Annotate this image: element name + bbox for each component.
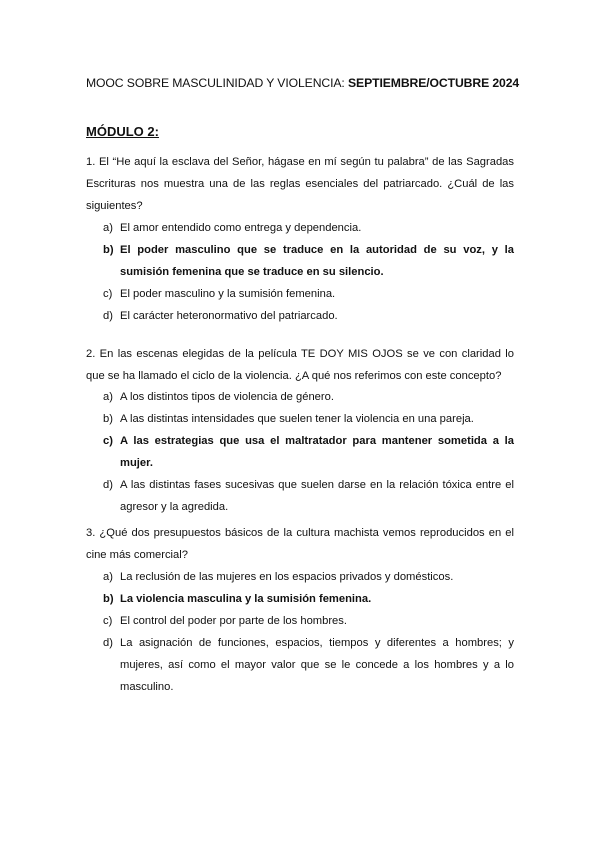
question-2: 2. En las escenas elegidas de la película TE DOY MIS OJOS se ve con claridad lo que se ha llamado el ciclo de la violencia. ¿A qué nos referimos con este concepto? xyxy=(86,348,514,382)
option-text: El carácter heteronormativo del patriarcado. xyxy=(120,310,338,322)
option-text: A las distintas fases sucesivas que suelen darse en la relación tóxica entre el agresor y la agredida. xyxy=(120,479,514,513)
option-3d xyxy=(86,632,514,698)
option-1a xyxy=(86,217,514,239)
question-2-options xyxy=(86,386,514,518)
option-3b-correct xyxy=(86,588,514,610)
option-text: A las estrategias que usa el maltratador para mantener sometida a la mujer. xyxy=(120,435,514,469)
option-1d xyxy=(86,305,514,327)
document-title xyxy=(86,76,519,90)
option-letter: d) xyxy=(103,637,113,649)
question-3: 3. ¿Qué dos presupuestos básicos de la cultura machista vemos reproducidos en el cine más comercial? xyxy=(86,527,514,561)
option-3a xyxy=(86,566,514,588)
option-letter: d) xyxy=(103,310,113,322)
option-letter: b) xyxy=(103,413,113,425)
title-bold: SEPTIEMBRE/OCTUBRE 2024 xyxy=(348,76,520,90)
option-text: La violencia masculina y la sumisión femenina. xyxy=(120,593,372,605)
option-letter: c) xyxy=(103,288,113,300)
module-title: MÓDULO 2: xyxy=(86,124,159,139)
option-text: El poder masculino y la sumisión femenina. xyxy=(120,288,336,300)
option-letter: c) xyxy=(103,435,113,447)
question-3-options xyxy=(86,566,514,698)
option-text: El poder masculino que se traduce en la autoridad de su voz, y la sumisión femenina que se traduce en su silencio. xyxy=(120,244,514,278)
option-text: A los distintos tipos de violencia de género. xyxy=(120,391,334,403)
option-letter: b) xyxy=(103,593,114,605)
title-regular: MOOC SOBRE MASCULINIDAD Y VIOLENCIA: xyxy=(86,76,349,90)
option-letter: a) xyxy=(103,571,113,583)
option-text: A las distintas intensidades que suelen tener la violencia en una pareja. xyxy=(120,413,474,425)
option-text: La reclusión de las mujeres en los espacios privados y domésticos. xyxy=(120,571,454,583)
option-text: El control del poder por parte de los hombres. xyxy=(120,615,347,627)
option-2d xyxy=(86,474,514,518)
option-letter: c) xyxy=(103,615,113,627)
question-1-options xyxy=(86,217,514,327)
option-text: El amor entendido como entrega y dependencia. xyxy=(120,222,362,234)
question-1: 1. El “He aquí la esclava del Señor, hágase en mí según tu palabra” de las Sagradas Escrituras nos muestra una de las reglas esenciales del patriarcado. ¿Cuál de las siguientes? xyxy=(86,156,514,212)
option-letter: b) xyxy=(103,244,114,256)
option-2c-correct xyxy=(86,430,514,474)
option-2b xyxy=(86,408,514,430)
option-1c xyxy=(86,283,514,305)
option-letter: a) xyxy=(103,222,113,234)
option-2a xyxy=(86,386,514,408)
option-3c xyxy=(86,610,514,632)
option-letter: a) xyxy=(103,391,113,403)
option-1b-correct xyxy=(86,239,514,283)
option-letter: d) xyxy=(103,479,113,491)
option-text: La asignación de funciones, espacios, tiempos y diferentes a hombres; y mujeres, así como el mayor valor que se le concede a los hombres y a lo masculino. xyxy=(120,637,514,693)
